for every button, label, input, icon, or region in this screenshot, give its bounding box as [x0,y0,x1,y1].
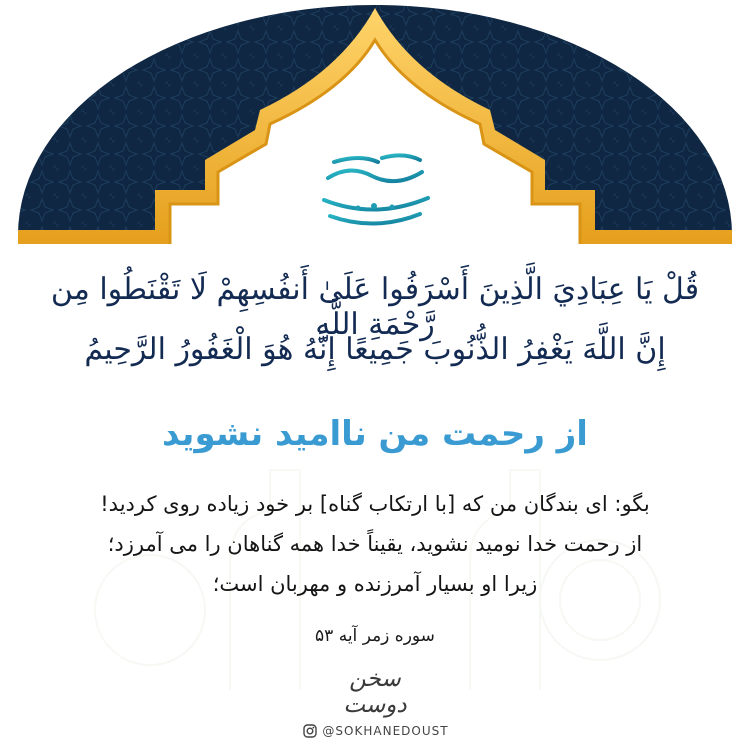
quran-verse-line-1: قُلْ يَا عِبَادِيَ الَّذِينَ أَسْرَفُوا عَلَىٰ أَنفُسِهِمْ لَا تَقْنَطُوا مِن رَّحْمَةِ اللَّهِ [50,272,700,342]
surah-reference: سوره زمر آیه ۵۳ [315,626,435,646]
translation-line-2: از رحمت خدا نومید نشوید، یقیناً خدا همه گناهان را می آمرزد؛ [107,532,643,556]
instagram-handle[interactable] [276,721,476,741]
headline: از رحمت من ناامید نشوید [162,414,588,454]
translation-line-3: زیرا او بسیار آمرزنده و مهربان است؛ [212,572,538,596]
translation-line-1: بگو: ای بندگان من که [با ارتکاب گناه] بر خود زیاده روی کردید! [100,492,650,516]
quran-verse-line-2: إِنَّ اللَّهَ يَغْفِرُ الذُّنُوبَ جَمِيعًا إِنَّهُ هُوَ الْغَفُورُ الرَّحِيمُ [84,332,666,367]
instagram-icon [303,724,317,738]
signature-logo: سخن دوست [343,666,407,718]
basmala-calligraphy-icon [300,128,450,236]
handle-text[interactable]: @SOKHANEDOUST [322,724,449,738]
